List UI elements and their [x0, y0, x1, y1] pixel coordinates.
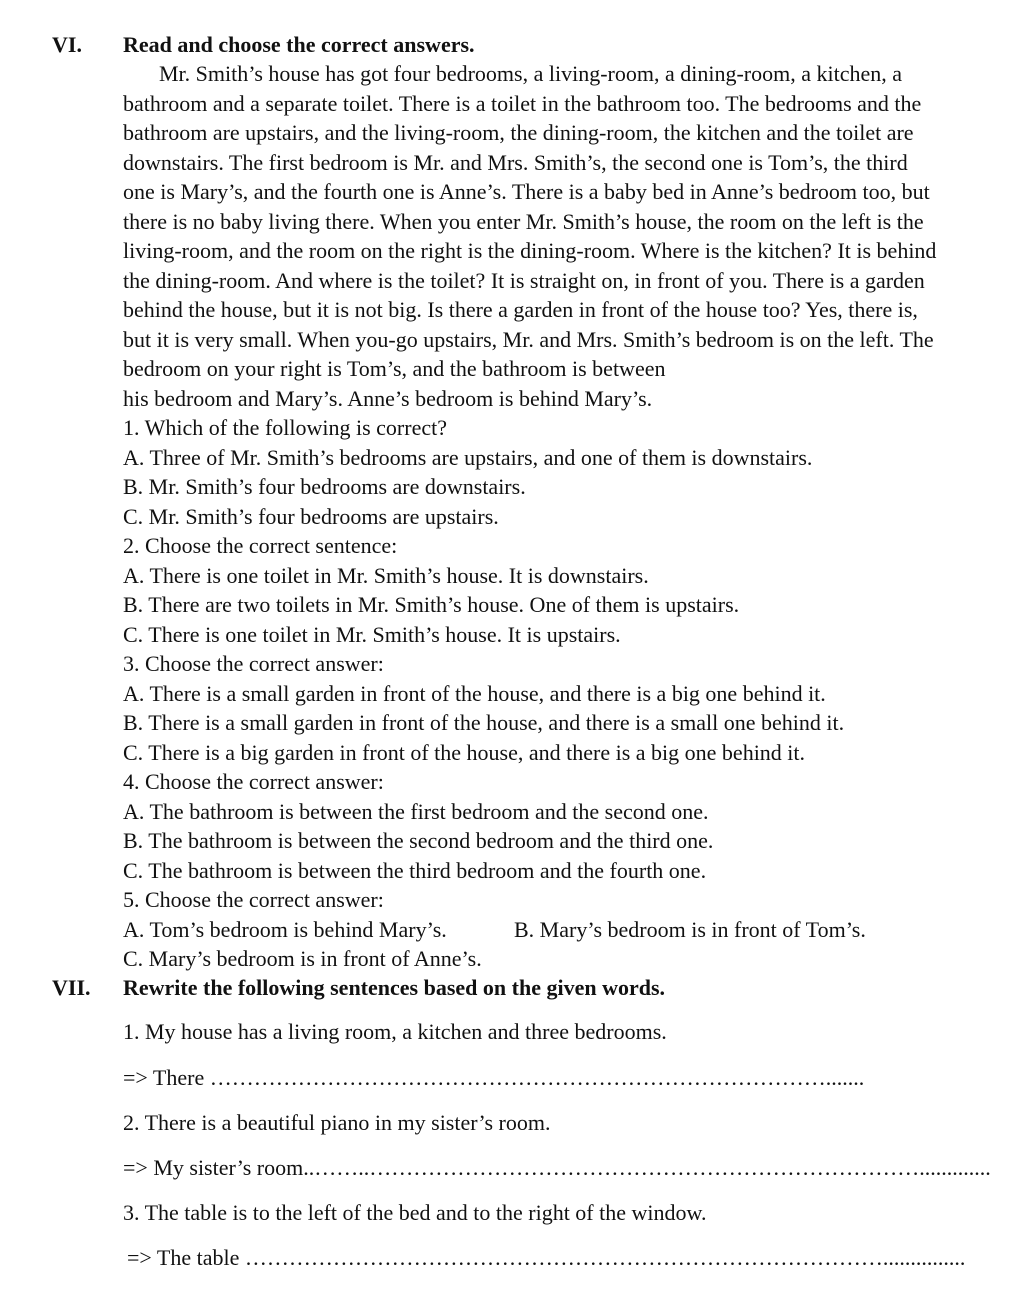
question-option: A. Three of Mr. Smith’s bedrooms are upstairs, and one of them is downstairs.: [123, 444, 813, 470]
question-option: B. The bathroom is between the second bedroom and the third one.: [123, 828, 714, 853]
section-6-number: VI.: [52, 32, 82, 57]
question-prompt: 2. Choose the correct sentence:: [123, 533, 398, 558]
question-option: B. There are two toilets in Mr. Smith’s house. One of them is upstairs.: [123, 592, 740, 617]
question-prompt: 3. Choose the correct answer:: [123, 651, 384, 676]
passage-line: living-room, and the room on the right is the dining-room. Where is the kitchen? It is behind: [123, 238, 937, 263]
question-option: B. Mr. Smith’s four bedrooms are downstairs.: [123, 474, 526, 499]
rewrite-sentence: 2. There is a beautiful piano in my sister’s room.: [123, 1110, 551, 1135]
passage-line: bathroom and a separate toilet. There is a toilet in the bathroom too. The bedrooms and the: [123, 90, 922, 116]
rewrite-answer-line[interactable]: [127, 1245, 965, 1271]
question-prompt: 4. Choose the correct answer:: [123, 769, 384, 794]
answer-blank[interactable]: ……………………………………………………………………………...............: [244, 1245, 966, 1270]
passage-line: bathroom are upstairs, and the living-room, the dining-room, the kitchen and the toilet are: [123, 120, 914, 145]
rewrite-sentence: 1. My house has a living room, a kitchen and three bedrooms.: [123, 1019, 667, 1044]
question-option: A. The bathroom is between the first bedroom and the second one.: [123, 798, 709, 824]
question-option: A. There is one toilet in Mr. Smith’s house. It is downstairs.: [123, 562, 649, 588]
passage-line: one is Mary’s, and the fourth one is Anne’s. There is a baby bed in Anne’s bedroom too, but: [123, 179, 930, 204]
question-prompt: 5. Choose the correct answer:: [123, 887, 384, 912]
passage-line: Mr. Smith’s house has got four bedrooms, a living-room, a dining-room, a kitchen, a: [159, 61, 903, 86]
question-option: A. There is a small garden in front of the house, and there is a big one behind it.: [123, 680, 826, 706]
section-7-title: Rewrite the following sentences based on the given words.: [123, 975, 666, 1000]
section-6-title: Read and choose the correct answers.: [123, 32, 475, 57]
passage-line: but it is very small. When you-go upstairs, Mr. and Mrs. Smith’s bedroom is on the left. The: [123, 326, 934, 352]
rewrite-answer-line[interactable]: [123, 1065, 864, 1091]
question-option: B. There is a small garden in front of the house, and there is a small one behind it.: [123, 710, 845, 735]
passage-line: bedroom on your right is Tom’s, and the bathroom is between: [123, 356, 666, 381]
question-prompt: 1. Which of the following is correct?: [123, 415, 447, 440]
section-7-number: VII.: [52, 975, 91, 1000]
rewrite-answer-line[interactable]: [123, 1155, 991, 1181]
answer-blank[interactable]: ………………………………………………………………………….......: [209, 1065, 865, 1090]
question-option: C. Mary’s bedroom is in front of Anne’s.: [123, 946, 482, 971]
passage-line: there is no baby living there. When you enter Mr. Smith’s house, the room on the left is the: [123, 208, 924, 234]
passage-line: downstairs. The first bedroom is Mr. and Mrs. Smith’s, the second one is Tom’s, the third: [123, 149, 908, 175]
passage-line: behind the house, but it is not big. Is there a garden in front of the house too? Yes, there is,: [123, 297, 918, 322]
answer-blank[interactable]: ..……..………………………………………………………………….............: [303, 1155, 991, 1180]
question-option: B. Mary’s bedroom is in front of Tom’s.: [514, 916, 866, 942]
question-option: C. There is a big garden in front of the house, and there is a big one behind it.: [123, 739, 806, 765]
answer-prefix: => My sister’s room: [123, 1155, 304, 1180]
passage-line: his bedroom and Mary’s. Anne’s bedroom is behind Mary’s.: [123, 385, 653, 411]
question-option: A. Tom’s bedroom is behind Mary’s.: [123, 916, 447, 942]
answer-prefix: => The table: [127, 1245, 240, 1270]
question-option: C. The bathroom is between the third bedroom and the fourth one.: [123, 857, 707, 883]
rewrite-sentence: 3. The table is to the left of the bed and to the right of the window.: [123, 1200, 707, 1225]
question-option: C. Mr. Smith’s four bedrooms are upstairs.: [123, 503, 499, 529]
answer-prefix: => There: [123, 1065, 205, 1090]
passage-line: the dining-room. And where is the toilet? It is straight on, in front of you. There is a garden: [123, 267, 925, 293]
question-option: C. There is one toilet in Mr. Smith’s house. It is upstairs.: [123, 621, 621, 647]
